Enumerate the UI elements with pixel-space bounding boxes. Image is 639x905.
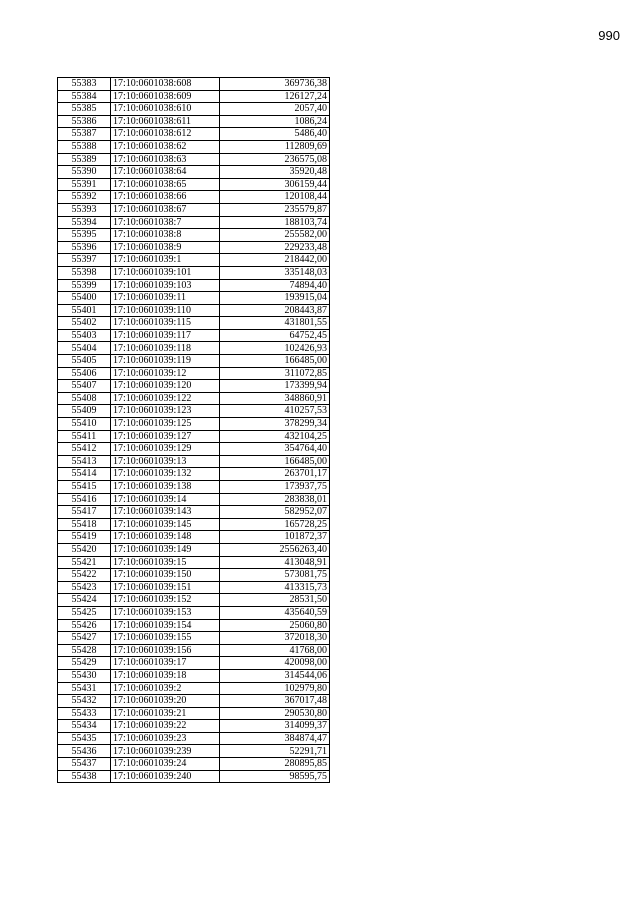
cadastral-number-cell: 17:10:0601038:7 bbox=[111, 216, 220, 229]
table-row bbox=[58, 770, 330, 783]
row-number-cell: 55413 bbox=[58, 455, 111, 468]
row-number-cell: 55395 bbox=[58, 229, 111, 242]
cadastral-number-cell: 17:10:0601039:22 bbox=[111, 720, 220, 733]
cadastral-value-cell: 410257,53 bbox=[220, 405, 330, 418]
row-number-cell: 55415 bbox=[58, 481, 111, 494]
row-number-cell: 55416 bbox=[58, 493, 111, 506]
cadastral-number-cell: 17:10:0601038:8 bbox=[111, 229, 220, 242]
cadastral-number-cell: 17:10:0601039:119 bbox=[111, 355, 220, 368]
table-row bbox=[58, 153, 330, 166]
cadastral-value-cell: 1086,24 bbox=[220, 115, 330, 128]
cadastral-value-cell: 41768,00 bbox=[220, 644, 330, 657]
cadastral-value-cell: 255582,00 bbox=[220, 229, 330, 242]
cadastral-number-cell: 17:10:0601039:115 bbox=[111, 317, 220, 330]
table-row bbox=[58, 758, 330, 771]
table-row bbox=[58, 342, 330, 355]
table-row bbox=[58, 707, 330, 720]
table-row bbox=[58, 594, 330, 607]
row-number-cell: 55400 bbox=[58, 292, 111, 305]
cadastral-value-cell: 236575,08 bbox=[220, 153, 330, 166]
row-number-cell: 55396 bbox=[58, 241, 111, 254]
cadastral-number-cell: 17:10:0601039:118 bbox=[111, 342, 220, 355]
cadastral-value-cell: 2057,40 bbox=[220, 103, 330, 116]
cadastral-value-cell: 573081,75 bbox=[220, 569, 330, 582]
row-number-cell: 55394 bbox=[58, 216, 111, 229]
table-row bbox=[58, 329, 330, 342]
cadastral-value-cell: 435640,59 bbox=[220, 606, 330, 619]
cadastral-value-cell: 52291,71 bbox=[220, 745, 330, 758]
row-number-cell: 55434 bbox=[58, 720, 111, 733]
cadastral-number-cell: 17:10:0601039:123 bbox=[111, 405, 220, 418]
cadastral-number-cell: 17:10:0601039:21 bbox=[111, 707, 220, 720]
table-row bbox=[58, 493, 330, 506]
cadastral-value-cell: 64752,45 bbox=[220, 329, 330, 342]
cadastral-number-cell: 17:10:0601039:101 bbox=[111, 266, 220, 279]
cadastral-value-cell: 582952,07 bbox=[220, 506, 330, 519]
row-number-cell: 55403 bbox=[58, 329, 111, 342]
row-number-cell: 55412 bbox=[58, 443, 111, 456]
cadastral-value-cell: 235579,87 bbox=[220, 203, 330, 216]
cadastral-number-cell: 17:10:0601039:11 bbox=[111, 292, 220, 305]
cadastral-number-cell: 17:10:0601039:154 bbox=[111, 619, 220, 632]
row-number-cell: 55428 bbox=[58, 644, 111, 657]
row-number-cell: 55409 bbox=[58, 405, 111, 418]
table-row bbox=[58, 506, 330, 519]
table-row bbox=[58, 518, 330, 531]
row-number-cell: 55410 bbox=[58, 418, 111, 431]
cadastral-number-cell: 17:10:0601039:145 bbox=[111, 518, 220, 531]
cadastral-number-cell: 17:10:0601039:24 bbox=[111, 758, 220, 771]
table-row bbox=[58, 632, 330, 645]
table-row bbox=[58, 418, 330, 431]
row-number-cell: 55399 bbox=[58, 279, 111, 292]
table-body bbox=[58, 78, 330, 783]
row-number-cell: 55425 bbox=[58, 606, 111, 619]
table-row bbox=[58, 430, 330, 443]
cadastral-value-cell: 102426,93 bbox=[220, 342, 330, 355]
cadastral-number-cell: 17:10:0601038:67 bbox=[111, 203, 220, 216]
row-number-cell: 55417 bbox=[58, 506, 111, 519]
table-row bbox=[58, 178, 330, 191]
cadastral-number-cell: 17:10:0601039:23 bbox=[111, 732, 220, 745]
row-number-cell: 55397 bbox=[58, 254, 111, 267]
row-number-cell: 55419 bbox=[58, 531, 111, 544]
cadastral-value-cell: 193915,04 bbox=[220, 292, 330, 305]
cadastral-value-table bbox=[57, 77, 330, 783]
row-number-cell: 55391 bbox=[58, 178, 111, 191]
table-row bbox=[58, 481, 330, 494]
table-row bbox=[58, 606, 330, 619]
cadastral-number-cell: 17:10:0601039:148 bbox=[111, 531, 220, 544]
table-row bbox=[58, 405, 330, 418]
table-row bbox=[58, 140, 330, 153]
cadastral-value-cell: 432104,25 bbox=[220, 430, 330, 443]
row-number-cell: 55430 bbox=[58, 669, 111, 682]
table-row bbox=[58, 355, 330, 368]
cadastral-value-cell: 120108,44 bbox=[220, 191, 330, 204]
cadastral-number-cell: 17:10:0601039:150 bbox=[111, 569, 220, 582]
row-number-cell: 55423 bbox=[58, 581, 111, 594]
cadastral-value-cell: 283838,01 bbox=[220, 493, 330, 506]
cadastral-number-cell: 17:10:0601039:120 bbox=[111, 380, 220, 393]
cadastral-number-cell: 17:10:0601038:611 bbox=[111, 115, 220, 128]
table-row bbox=[58, 203, 330, 216]
row-number-cell: 55436 bbox=[58, 745, 111, 758]
row-number-cell: 55408 bbox=[58, 392, 111, 405]
cadastral-number-cell: 17:10:0601039:153 bbox=[111, 606, 220, 619]
row-number-cell: 55386 bbox=[58, 115, 111, 128]
cadastral-value-cell: 35920,48 bbox=[220, 166, 330, 179]
table-row bbox=[58, 367, 330, 380]
cadastral-value-cell: 369736,38 bbox=[220, 78, 330, 91]
cadastral-value-cell: 314099,37 bbox=[220, 720, 330, 733]
cadastral-number-cell: 17:10:0601039:12 bbox=[111, 367, 220, 380]
cadastral-value-cell: 188103,74 bbox=[220, 216, 330, 229]
table-row bbox=[58, 90, 330, 103]
cadastral-value-cell: 348860,91 bbox=[220, 392, 330, 405]
row-number-cell: 55418 bbox=[58, 518, 111, 531]
cadastral-number-cell: 17:10:0601039:127 bbox=[111, 430, 220, 443]
table-row bbox=[58, 266, 330, 279]
cadastral-value-cell: 290530,80 bbox=[220, 707, 330, 720]
row-number-cell: 55393 bbox=[58, 203, 111, 216]
table-row bbox=[58, 392, 330, 405]
cadastral-value-cell: 354764,40 bbox=[220, 443, 330, 456]
cadastral-number-cell: 17:10:0601039:151 bbox=[111, 581, 220, 594]
cadastral-number-cell: 17:10:0601039:239 bbox=[111, 745, 220, 758]
cadastral-value-cell: 263701,17 bbox=[220, 468, 330, 481]
cadastral-number-cell: 17:10:0601039:2 bbox=[111, 682, 220, 695]
table-row bbox=[58, 229, 330, 242]
row-number-cell: 55389 bbox=[58, 153, 111, 166]
row-number-cell: 55433 bbox=[58, 707, 111, 720]
cadastral-number-cell: 17:10:0601039:132 bbox=[111, 468, 220, 481]
table-row bbox=[58, 455, 330, 468]
table-row bbox=[58, 380, 330, 393]
cadastral-number-cell: 17:10:0601039:103 bbox=[111, 279, 220, 292]
table-row bbox=[58, 682, 330, 695]
cadastral-value-cell: 306159,44 bbox=[220, 178, 330, 191]
cadastral-number-cell: 17:10:0601039:17 bbox=[111, 657, 220, 670]
cadastral-value-cell: 112809,69 bbox=[220, 140, 330, 153]
cadastral-value-cell: 420098,00 bbox=[220, 657, 330, 670]
row-number-cell: 55407 bbox=[58, 380, 111, 393]
cadastral-value-cell: 2556263,40 bbox=[220, 543, 330, 556]
row-number-cell: 55384 bbox=[58, 90, 111, 103]
table-row bbox=[58, 543, 330, 556]
cadastral-number-cell: 17:10:0601039:129 bbox=[111, 443, 220, 456]
table-row bbox=[58, 78, 330, 91]
row-number-cell: 55401 bbox=[58, 304, 111, 317]
cadastral-value-cell: 101872,37 bbox=[220, 531, 330, 544]
cadastral-value-cell: 367017,48 bbox=[220, 695, 330, 708]
cadastral-number-cell: 17:10:0601039:110 bbox=[111, 304, 220, 317]
cadastral-number-cell: 17:10:0601038:9 bbox=[111, 241, 220, 254]
cadastral-value-cell: 74894,40 bbox=[220, 279, 330, 292]
table-row bbox=[58, 317, 330, 330]
cadastral-number-cell: 17:10:0601039:14 bbox=[111, 493, 220, 506]
cadastral-number-cell: 17:10:0601038:62 bbox=[111, 140, 220, 153]
cadastral-value-cell: 28531,50 bbox=[220, 594, 330, 607]
cadastral-number-cell: 17:10:0601038:63 bbox=[111, 153, 220, 166]
table-row bbox=[58, 103, 330, 116]
cadastral-number-cell: 17:10:0601039:138 bbox=[111, 481, 220, 494]
row-number-cell: 55431 bbox=[58, 682, 111, 695]
cadastral-number-cell: 17:10:0601039:152 bbox=[111, 594, 220, 607]
table-row bbox=[58, 695, 330, 708]
cadastral-number-cell: 17:10:0601038:608 bbox=[111, 78, 220, 91]
table-row bbox=[58, 128, 330, 141]
table-row bbox=[58, 581, 330, 594]
row-number-cell: 55429 bbox=[58, 657, 111, 670]
row-number-cell: 55383 bbox=[58, 78, 111, 91]
row-number-cell: 55385 bbox=[58, 103, 111, 116]
table-row bbox=[58, 556, 330, 569]
cadastral-number-cell: 17:10:0601039:1 bbox=[111, 254, 220, 267]
cadastral-number-cell: 17:10:0601038:612 bbox=[111, 128, 220, 141]
cadastral-number-cell: 17:10:0601039:240 bbox=[111, 770, 220, 783]
table-row bbox=[58, 669, 330, 682]
row-number-cell: 55398 bbox=[58, 266, 111, 279]
cadastral-number-cell: 17:10:0601039:149 bbox=[111, 543, 220, 556]
row-number-cell: 55402 bbox=[58, 317, 111, 330]
cadastral-number-cell: 17:10:0601039:117 bbox=[111, 329, 220, 342]
table-row bbox=[58, 720, 330, 733]
page-number: 990 bbox=[598, 28, 620, 43]
row-number-cell: 55420 bbox=[58, 543, 111, 556]
table-row bbox=[58, 443, 330, 456]
cadastral-number-cell: 17:10:0601039:155 bbox=[111, 632, 220, 645]
table-row bbox=[58, 644, 330, 657]
row-number-cell: 55404 bbox=[58, 342, 111, 355]
table-row bbox=[58, 732, 330, 745]
row-number-cell: 55411 bbox=[58, 430, 111, 443]
table-row bbox=[58, 745, 330, 758]
cadastral-value-cell: 431801,55 bbox=[220, 317, 330, 330]
cadastral-value-cell: 311072,85 bbox=[220, 367, 330, 380]
cadastral-number-cell: 17:10:0601038:65 bbox=[111, 178, 220, 191]
cadastral-value-cell: 173399,94 bbox=[220, 380, 330, 393]
cadastral-value-cell: 166485,00 bbox=[220, 455, 330, 468]
cadastral-value-cell: 25060,80 bbox=[220, 619, 330, 632]
row-number-cell: 55424 bbox=[58, 594, 111, 607]
row-number-cell: 55387 bbox=[58, 128, 111, 141]
row-number-cell: 55388 bbox=[58, 140, 111, 153]
table-row bbox=[58, 254, 330, 267]
cadastral-value-cell: 413315,73 bbox=[220, 581, 330, 594]
cadastral-number-cell: 17:10:0601039:143 bbox=[111, 506, 220, 519]
row-number-cell: 55426 bbox=[58, 619, 111, 632]
row-number-cell: 55392 bbox=[58, 191, 111, 204]
cadastral-value-cell: 126127,24 bbox=[220, 90, 330, 103]
cadastral-value-cell: 218442,00 bbox=[220, 254, 330, 267]
row-number-cell: 55421 bbox=[58, 556, 111, 569]
table-row bbox=[58, 241, 330, 254]
cadastral-value-cell: 98595,75 bbox=[220, 770, 330, 783]
table-row bbox=[58, 216, 330, 229]
cadastral-value-cell: 335148,03 bbox=[220, 266, 330, 279]
cadastral-number-cell: 17:10:0601039:18 bbox=[111, 669, 220, 682]
cadastral-value-cell: 314544,06 bbox=[220, 669, 330, 682]
cadastral-value-cell: 280895,85 bbox=[220, 758, 330, 771]
table-row bbox=[58, 191, 330, 204]
cadastral-number-cell: 17:10:0601039:15 bbox=[111, 556, 220, 569]
row-number-cell: 55414 bbox=[58, 468, 111, 481]
table-row bbox=[58, 304, 330, 317]
row-number-cell: 55406 bbox=[58, 367, 111, 380]
cadastral-value-cell: 378299,34 bbox=[220, 418, 330, 431]
cadastral-number-cell: 17:10:0601039:125 bbox=[111, 418, 220, 431]
cadastral-value-cell: 173937,75 bbox=[220, 481, 330, 494]
cadastral-number-cell: 17:10:0601038:610 bbox=[111, 103, 220, 116]
cadastral-number-cell: 17:10:0601039:20 bbox=[111, 695, 220, 708]
table-row bbox=[58, 569, 330, 582]
cadastral-number-cell: 17:10:0601038:64 bbox=[111, 166, 220, 179]
row-number-cell: 55422 bbox=[58, 569, 111, 582]
cadastral-number-cell: 17:10:0601039:156 bbox=[111, 644, 220, 657]
cadastral-value-cell: 384874,47 bbox=[220, 732, 330, 745]
row-number-cell: 55427 bbox=[58, 632, 111, 645]
cadastral-number-cell: 17:10:0601039:13 bbox=[111, 455, 220, 468]
row-number-cell: 55405 bbox=[58, 355, 111, 368]
cadastral-value-cell: 413048,91 bbox=[220, 556, 330, 569]
row-number-cell: 55390 bbox=[58, 166, 111, 179]
table-row bbox=[58, 468, 330, 481]
cadastral-value-cell: 165728,25 bbox=[220, 518, 330, 531]
row-number-cell: 55437 bbox=[58, 758, 111, 771]
cadastral-value-cell: 166485,00 bbox=[220, 355, 330, 368]
cadastral-value-cell: 208443,87 bbox=[220, 304, 330, 317]
cadastral-number-cell: 17:10:0601038:66 bbox=[111, 191, 220, 204]
cadastral-value-cell: 102979,80 bbox=[220, 682, 330, 695]
table-row bbox=[58, 619, 330, 632]
table-row bbox=[58, 166, 330, 179]
cadastral-number-cell: 17:10:0601038:609 bbox=[111, 90, 220, 103]
row-number-cell: 55438 bbox=[58, 770, 111, 783]
row-number-cell: 55435 bbox=[58, 732, 111, 745]
cadastral-value-cell: 5486,40 bbox=[220, 128, 330, 141]
cadastral-value-cell: 229233,48 bbox=[220, 241, 330, 254]
cadastral-number-cell: 17:10:0601039:122 bbox=[111, 392, 220, 405]
table-row bbox=[58, 657, 330, 670]
table-row bbox=[58, 115, 330, 128]
table-row bbox=[58, 292, 330, 305]
table-row bbox=[58, 531, 330, 544]
table-row bbox=[58, 279, 330, 292]
row-number-cell: 55432 bbox=[58, 695, 111, 708]
cadastral-value-cell: 372018,30 bbox=[220, 632, 330, 645]
